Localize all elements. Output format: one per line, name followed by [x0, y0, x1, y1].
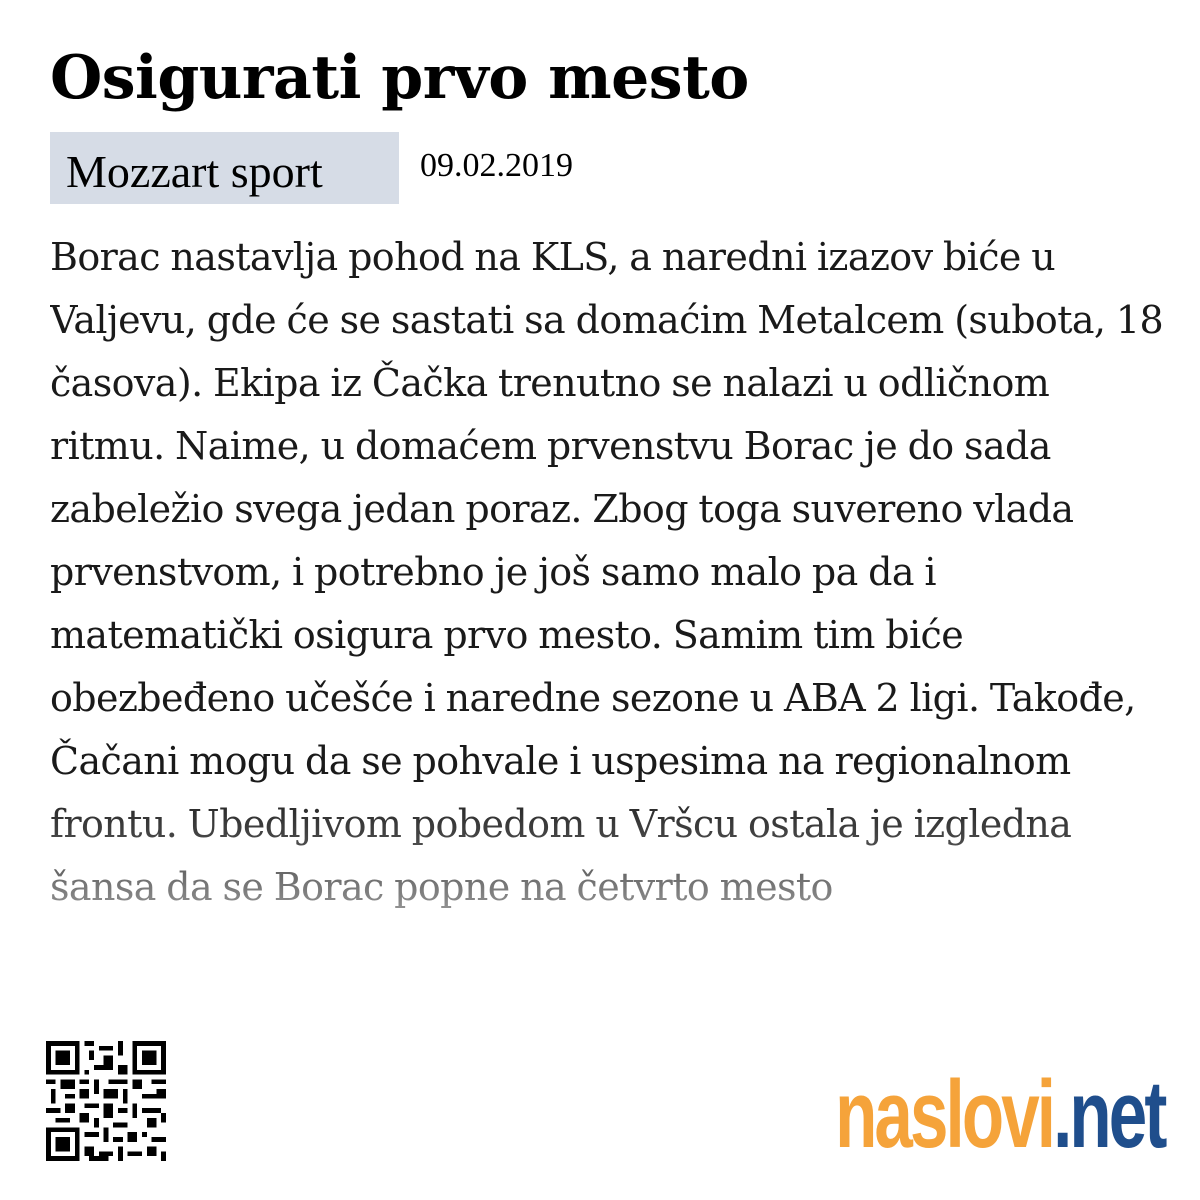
logo-main-text: naslovi	[834, 1061, 1053, 1168]
naslovi-logo[interactable]	[835, 1060, 1164, 1170]
logo-suffix-text: .net	[1052, 1061, 1164, 1168]
article-title: Osigurati prvo mesto	[50, 43, 749, 113]
publish-date: 09.02.2019	[420, 147, 573, 184]
qr-code-icon[interactable]	[46, 1038, 166, 1164]
source-badge[interactable]: Mozzart sport	[50, 132, 399, 204]
article-body: Borac nastavlja pohod na KLS, a naredni izazov biće u Valjevu, gde će se sastati sa domaćim Metalcem (subota, 18 časova). Ekipa iz Čačka trenutno se nalazi u odličnom ritmu. Naime, u domaćem prvenstvu Borac je do sada zabeležio svega jedan poraz. Zbog toga suvereno vlada prvenstvom, i potrebno je još samo malo pa da i matematički osigura prvo mesto. Samim tim biće obezbeđeno učešće i naredne sezone u ABA 2 ligi. Takođe, Čačani mogu da se pohvale i uspesima na regionalnom frontu. Ubedljivom pobedom u Vršcu ostala je izgledna šansa da se Borac popne na četvrto mesto	[50, 226, 1170, 919]
